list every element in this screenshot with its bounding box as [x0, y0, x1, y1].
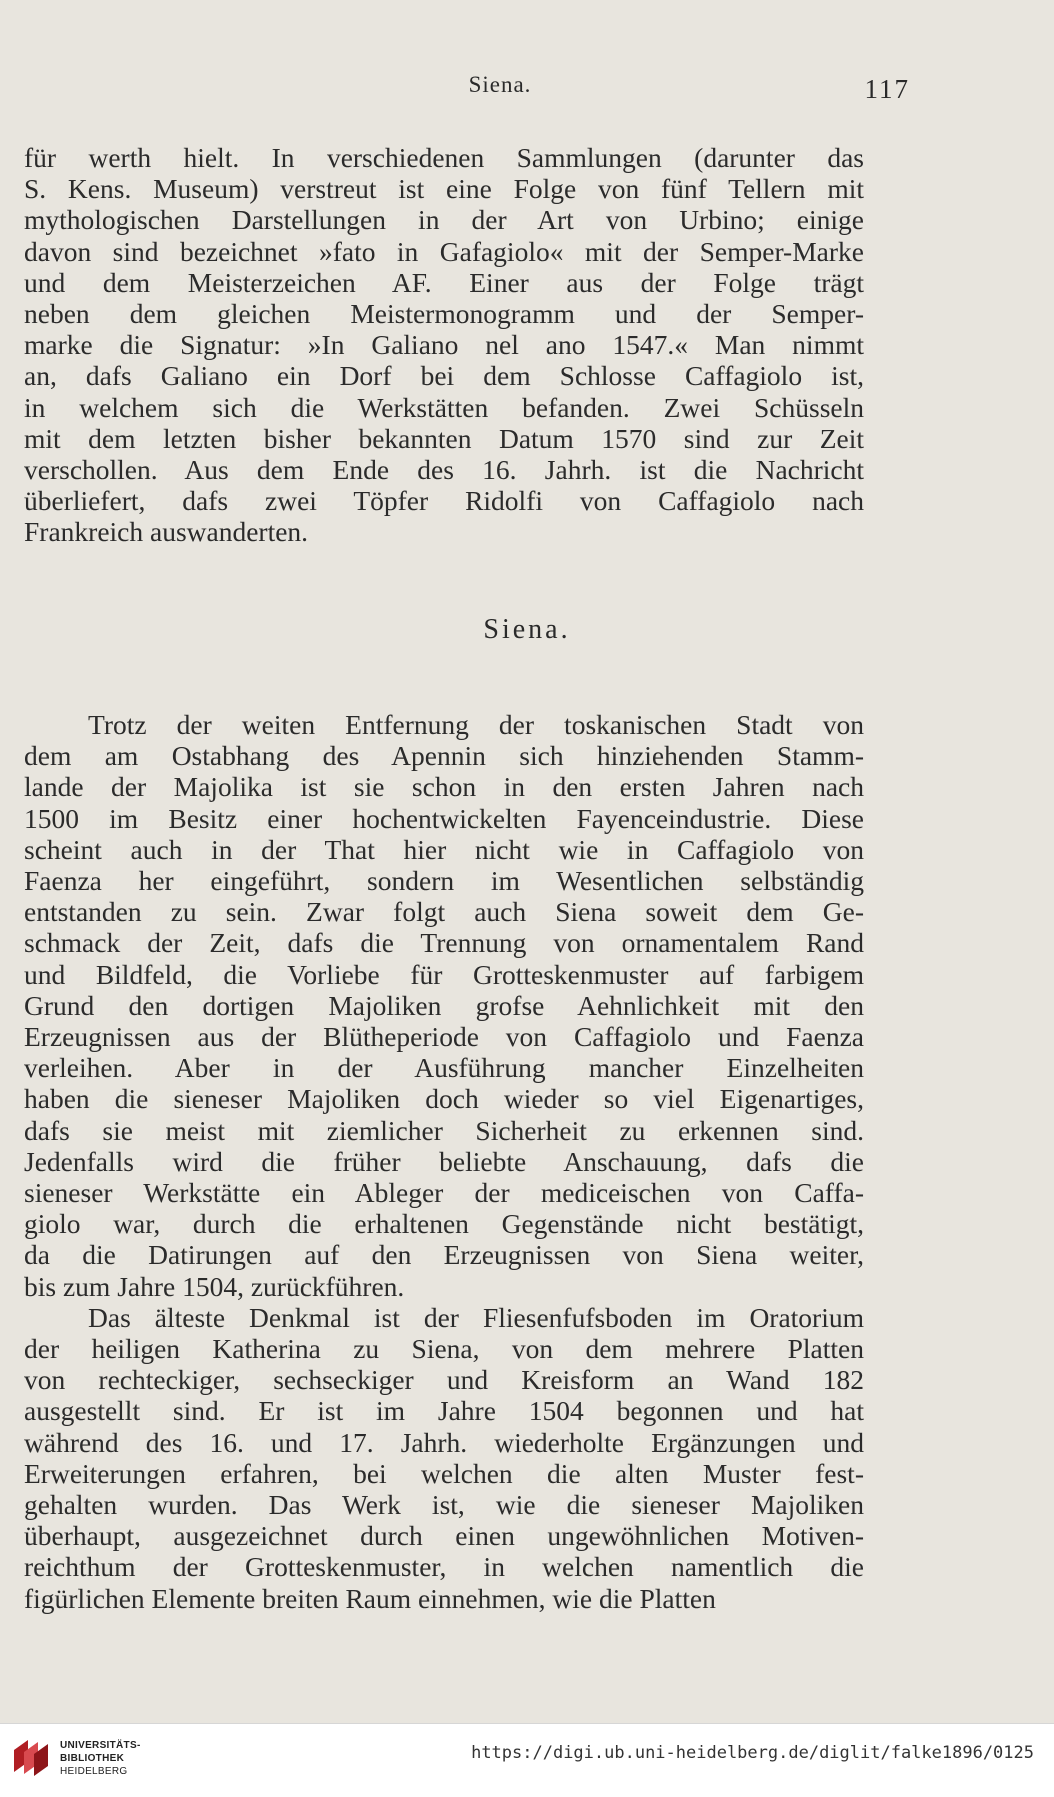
page-header — [0, 62, 1054, 102]
running-head: Siena. — [468, 72, 532, 97]
text-line: an, dafs Galiano ein Dorf bei dem Schlosse Caffagiolo ist, — [24, 360, 864, 392]
text-line: Erzeugnissen aus der Blütheperiode von Caffagiolo und Faenza — [24, 1021, 864, 1053]
text-line: scheint auch in der That hier nicht wie in Caffagiolo von — [24, 833, 864, 865]
logo-line-3: HEIDELBERG — [60, 1766, 128, 1777]
paragraph — [24, 1302, 864, 1614]
text-block-2 — [24, 709, 864, 1614]
text-line: gehalten wurden. Das Werk ist, wie die sieneser Majoliken — [24, 1489, 864, 1521]
text-line: neben dem gleichen Meistermonogramm und der Semper- — [24, 298, 864, 330]
text-line: Das älteste Denkmal ist der Fliesenfufsboden im Oratorium — [88, 1301, 864, 1333]
text-line: überliefert, dafs zwei Töpfer Ridolfi von Caffagiolo nach — [24, 485, 864, 517]
logo-line-2: BIBLIOTHEK — [60, 1753, 125, 1764]
text-line: dafs sie meist mit ziemlicher Sicherheit zu erkennen sind. — [24, 1114, 864, 1146]
text-line: Erweiterungen erfahren, bei welchen die alten Muster fest- — [24, 1457, 864, 1489]
section-heading: Siena. — [483, 614, 571, 645]
text-line: entstanden zu sein. Zwar folgt auch Siena soweit dem Ge- — [24, 896, 864, 928]
text-line: da die Datirungen auf den Erzeugnissen von Siena weiter, — [24, 1239, 864, 1271]
text-line: giolo war, durch die erhaltenen Gegenstände nicht bestätigt, — [24, 1208, 864, 1240]
logo-line-1: UNIVERSITÄTS- — [60, 1740, 141, 1751]
text-line: S. Kens. Museum) verstreut ist eine Folge von fünf Tellern mit — [24, 173, 864, 205]
text-line: mythologischen Darstellungen in der Art von Urbino; einige — [24, 204, 864, 236]
paragraph — [24, 142, 864, 548]
text-line: Grund den dortigen Majoliken grofse Aehnlichkeit mit den — [24, 989, 864, 1021]
document-url-link[interactable]: https://digi.ub.uni-heidelberg.de/diglit/falke1896/0125 — [471, 1743, 1034, 1763]
footer-bar — [0, 1723, 1054, 1797]
text-block-1 — [24, 142, 864, 548]
text-line: reichthum der Grotteskenmuster, in welchen namentlich die — [24, 1551, 864, 1583]
text-line: verleihen. Aber in der Ausführung mancher Einzelheiten — [24, 1052, 864, 1084]
page-number: 117 — [864, 74, 910, 104]
text-line: bis zum Jahre 1504, zurückführen. — [24, 1270, 405, 1302]
text-line: Frankreich auswanderten. — [24, 516, 309, 548]
text-line: mit dem letzten bisher bekannten Datum 1570 sind zur Zeit — [24, 422, 864, 454]
text-line: 1500 im Besitz einer hochentwickelten Fayenceindustrie. Diese — [24, 802, 864, 834]
text-line: verschollen. Aus dem Ende des 16. Jahrh. ist die Nachricht — [24, 454, 864, 486]
text-line: und Bildfeld, die Vorliebe für Grotteskenmuster auf farbigem — [24, 958, 864, 990]
text-line: schmack der Zeit, dafs die Trennung von ornamentalem Rand — [24, 927, 864, 959]
text-line: in welchem sich die Werkstätten befanden. Zwei Schüsseln — [24, 391, 864, 423]
library-logo-icon — [10, 1736, 52, 1778]
paragraph — [24, 709, 864, 1302]
text-line: haben die sieneser Majoliken doch wieder so viel Eigenartiges, — [24, 1083, 864, 1115]
text-line: für werth hielt. In verschiedenen Sammlungen (darunter das — [24, 142, 864, 173]
text-line: dem am Ostabhang des Apennin sich hinziehenden Stamm- — [24, 740, 864, 772]
text-line: figürlichen Elemente breiten Raum einnehmen, wie die Platten — [24, 1582, 716, 1614]
text-line: Trotz der weiten Entfernung der toskanischen Stadt von — [88, 709, 864, 740]
text-line: Faenza her eingeführt, sondern im Wesentlichen selbständig — [24, 865, 864, 897]
text-line: lande der Majolika ist sie schon in den ersten Jahren nach — [24, 771, 864, 803]
text-line: während des 16. und 17. Jahrh. wiederholte Ergänzungen und — [24, 1426, 864, 1458]
library-logo-text — [60, 1739, 141, 1778]
text-line: überhaupt, ausgezeichnet durch einen ungewöhnlichen Motiven- — [24, 1520, 864, 1552]
text-line: davon sind bezeichnet »fato in Gafagiolo« mit der Semper-Marke — [24, 235, 864, 267]
text-line: sieneser Werkstätte ein Ableger der mediceischen von Caffa- — [24, 1177, 864, 1209]
text-line: und dem Meisterzeichen AF. Einer aus der Folge trägt — [24, 266, 864, 298]
text-line: ausgestellt sind. Er ist im Jahre 1504 begonnen und hat — [24, 1395, 864, 1427]
text-line: Jedenfalls wird die früher beliebte Anschauung, dafs die — [24, 1145, 864, 1177]
text-line: der heiligen Katherina zu Siena, von dem mehrere Platten — [24, 1333, 864, 1365]
text-line: marke die Signatur: »In Galiano nel ano 1547.« Man nimmt — [24, 329, 864, 361]
text-line: von rechteckiger, sechseckiger und Kreisform an Wand 182 — [24, 1364, 864, 1396]
